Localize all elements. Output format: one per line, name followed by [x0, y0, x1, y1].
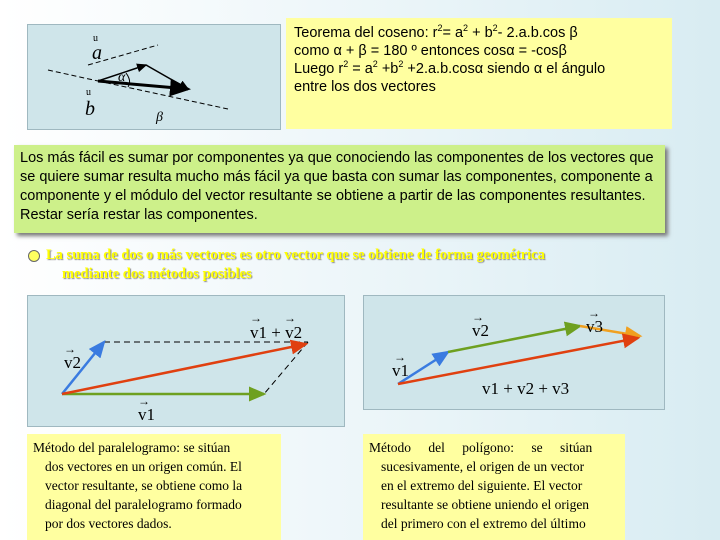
cos-line-1: Teorema del coseno: $r^2= a^2 + b^2-$ 2.a.b.cos β — [294, 23, 578, 41]
para-line-3: vector resultante, se obtiene como la — [45, 478, 243, 493]
label-v1: v1 — [392, 361, 409, 380]
components-explanation: Los más fácil es sumar por componentes ya que conociendo las componentes de los vectores que se quiere sumar resulta mucho más fácil ya que basta con sumar las componentes, componente a componente y el módulo del vector resultante se obtiene a partir de las componentes resultantes. Restar sería restar las componentes. — [14, 145, 665, 233]
resultant-vector — [98, 81, 188, 89]
label-v3-arrow: → — [588, 306, 600, 320]
parallelogram-figure — [27, 295, 345, 427]
bullet-line-1: La suma de dos o más vectores es otro vector que se obtiene de forma geométrica — [46, 247, 545, 263]
para-line-1: Método del paralelogramo: se sitúan — [33, 440, 231, 455]
para-line-5: por dos vectores dados. — [45, 516, 172, 531]
label-sum: v1 + v2 + v3 — [482, 379, 570, 398]
label-sum-arrow-1: → — [250, 311, 262, 325]
polygon-description — [363, 434, 625, 540]
dashed-right — [264, 342, 308, 394]
label-v2: v2 — [472, 321, 489, 340]
poly-line-5: del primero con el extremo del último — [381, 516, 586, 531]
poly-line-2: sucesivamente, el origen de un vector — [381, 459, 585, 474]
poly-line-3: en el extremo del siguiente. El vector — [381, 478, 583, 493]
label-alpha: α — [118, 70, 126, 85]
cosine-law-text — [286, 18, 672, 129]
label-v2-arrow: → — [64, 342, 76, 356]
label-v1: v1 — [138, 405, 155, 424]
parallelogram-description — [27, 434, 281, 540]
para-line-4: diagonal del paralelogramo formado — [45, 497, 242, 512]
label-v2: v2 — [64, 353, 81, 372]
label-v3: v3 — [586, 317, 603, 336]
polygon-diagram — [364, 296, 666, 411]
poly-line-1: Método del polígono: se sitúan — [369, 440, 593, 455]
label-b-vec: u — [86, 87, 91, 98]
cos-line-3: Luego $r^2 = a^2 +b^2 +2.a.b.\cos\alpha$ siendo α el ángulo — [294, 59, 606, 77]
polygon-figure — [363, 295, 665, 410]
label-v1-arrow: → — [138, 394, 150, 408]
vector-sum — [62, 344, 306, 394]
label-sum-arrow-2: → — [284, 311, 296, 325]
parallelogram-diagram — [28, 296, 346, 428]
label-beta: β — [156, 110, 163, 125]
label-b: b — [85, 98, 95, 120]
vector-v2 — [448, 326, 580, 352]
cos-line-2: como α + β = 180 º entonces cosα = -cosβ — [294, 43, 567, 59]
cosine-law-diagram — [28, 25, 282, 131]
cos-line-4: entre los dos vectores — [294, 79, 436, 95]
label-sum: v1 + v2 — [250, 323, 303, 342]
poly-line-4: resultante se obtiene uniendo el origen — [381, 497, 590, 512]
label-a: a — [92, 42, 102, 64]
sum-methods-bullet — [28, 246, 668, 284]
bullet-line-2: mediante dos métodos posibles — [62, 266, 252, 282]
label-a-vec: u — [93, 33, 98, 44]
label-v1-arrow: → — [394, 350, 406, 364]
bullet-icon — [28, 250, 40, 262]
dashed-line-ext — [98, 81, 228, 109]
dashed-line-lower — [48, 70, 98, 81]
para-line-2: dos vectores en un origen común. El — [45, 459, 242, 474]
label-v2-arrow: → — [472, 310, 484, 324]
cosine-law-figure — [27, 24, 281, 130]
